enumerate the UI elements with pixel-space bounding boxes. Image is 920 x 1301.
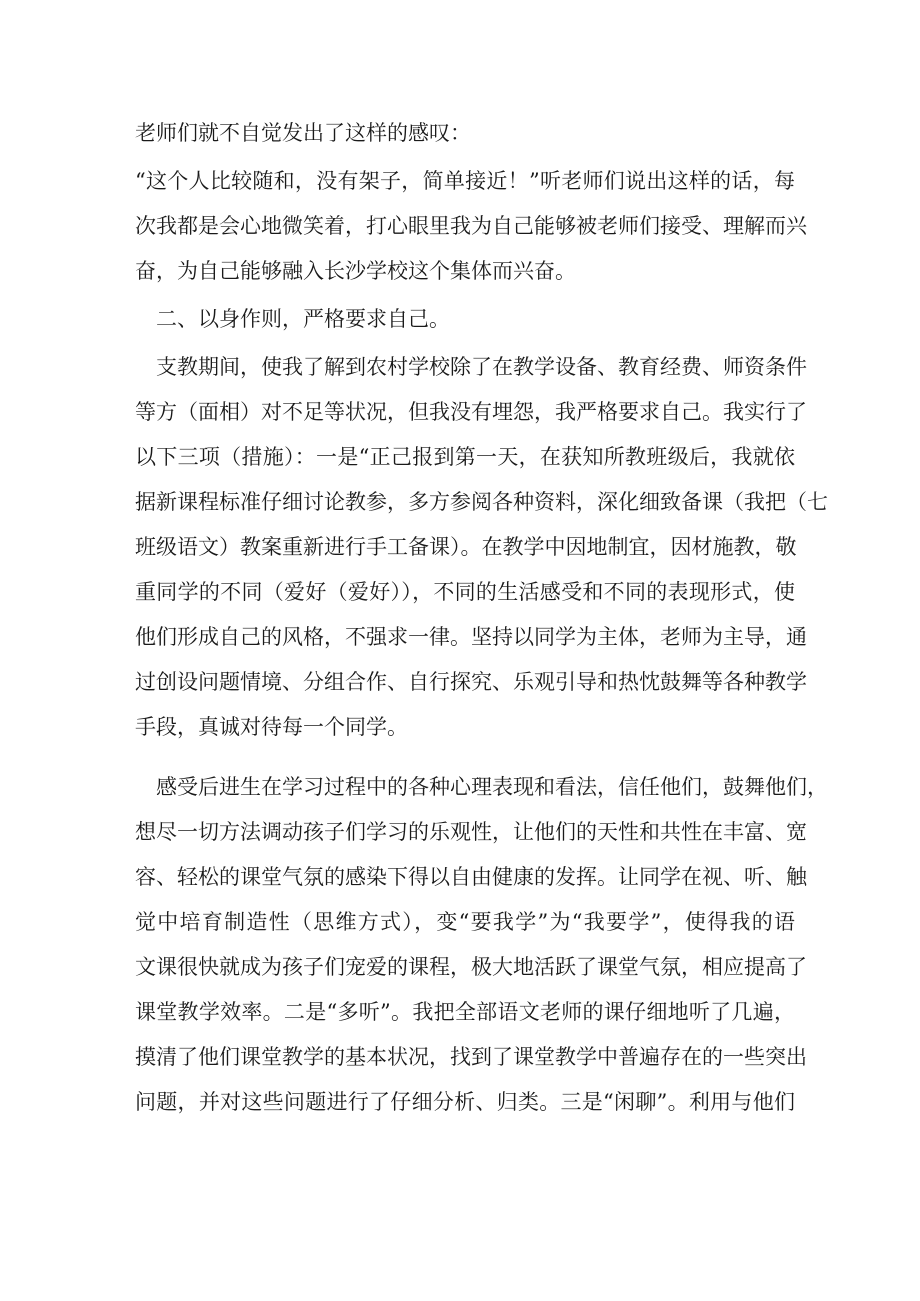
text-line: 想尽一切方法调动孩子们学习的乐观性，让他们的天性和共性在丰富、宽 bbox=[135, 820, 807, 844]
paragraph bbox=[135, 345, 828, 750]
text-line: 课堂教学效率。二是“多听”。我把全部语文老师的课仔细地听了几遍， bbox=[135, 1000, 795, 1024]
paragraph bbox=[135, 111, 795, 156]
text-line: 文课很快就成为孩子们宠爱的课程，极大地活跃了课堂气氛，相应提高了 bbox=[135, 955, 807, 979]
text-line: 奋，为自己能够融入长沙学校这个集体而兴奋。 bbox=[135, 259, 576, 283]
document-body bbox=[135, 111, 828, 1125]
text-line: “这个人比较随和，没有架子，简单接近！”听老师们说出这样的话，每 bbox=[135, 169, 795, 193]
text-line: 摸清了他们课堂教学的基本状况，找到了课堂教学中普遍存在的一些突出 bbox=[135, 1045, 807, 1069]
paragraph bbox=[135, 765, 828, 1125]
text-line: 手段，真诚对待每一个同学。 bbox=[135, 715, 408, 739]
text-line: 等方（面相）对不足等状况，但我没有埋怨，我严格要求自己。我实行了 bbox=[135, 400, 807, 424]
section-heading bbox=[135, 297, 795, 342]
text-line: 觉中培育制造性（思维方式），变“要我学”为“我要学”，使得我的语 bbox=[135, 910, 795, 934]
text-line: 问题，并对这些问题进行了仔细分析、归类。三是“闲聊”。利用与他们 bbox=[135, 1090, 795, 1114]
text-line: 支教期间，使我了解到农村学校除了在教学设备、教育经费、师资条件 bbox=[156, 355, 807, 379]
text-line: 过创设问题情境、分组合作、自行探究、乐观引导和热忱鼓舞等各种教学 bbox=[135, 670, 807, 694]
text-line: 据新课程标准仔细讨论教参，多方参阅各种资料，深化细致备课（我把（七 bbox=[135, 490, 828, 514]
text-line: 感受后进生在学习过程中的各种心理表现和看法，信任他们，鼓舞他们， bbox=[156, 775, 828, 799]
text-line: 老师们就不自觉发出了这样的感叹： bbox=[135, 121, 471, 145]
text-line: 容、轻松的课堂气氛的感染下得以自由健康的发挥。让同学在视、听、触 bbox=[135, 865, 807, 889]
text-line: 以下三项（措施）：一是“正己报到第一天，在获知所教班级后，我就依 bbox=[135, 445, 795, 469]
text-line: 他们形成自己的风格，不强求一律。坚持以同学为主体，老师为主导，通 bbox=[135, 625, 807, 649]
text-line: 二、以身作则，严格要求自己。 bbox=[156, 307, 450, 331]
paragraph bbox=[135, 159, 807, 294]
text-line: 班级语文）教案重新进行手工备课）。在教学中因地制宜，因材施教，敬 bbox=[135, 535, 797, 559]
text-line: 次我都是会心地微笑着，打心眼里我为自己能够被老师们接受、理解而兴 bbox=[135, 214, 807, 238]
text-line: 重同学的不同（爱好（爱好）），不同的生活感受和不同的表现形式，使 bbox=[135, 580, 795, 604]
